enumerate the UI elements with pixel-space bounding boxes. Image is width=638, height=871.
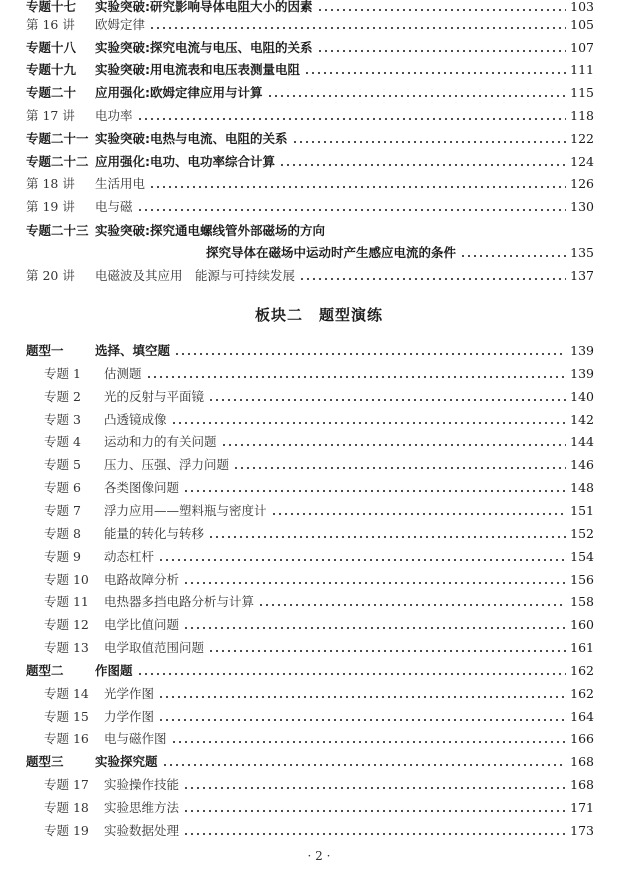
toc-entry-label: 专题 15 xyxy=(44,709,89,724)
toc-entry-title: 估测题 xyxy=(104,366,142,381)
toc-entry xyxy=(0,569,638,591)
dot-leader xyxy=(258,604,566,606)
toc-entry-page: 122 xyxy=(570,131,594,146)
toc-entry xyxy=(0,591,638,613)
toc-entry-label: 题型二 xyxy=(26,663,64,678)
toc-entry-title: 实验探究题 xyxy=(95,754,158,769)
dot-leader xyxy=(292,141,567,143)
toc-entry-label: 专题 11 xyxy=(44,594,89,609)
dot-leader xyxy=(158,559,566,561)
toc-entry xyxy=(0,774,638,796)
toc-entry xyxy=(0,454,638,476)
dot-leader xyxy=(279,164,566,166)
dot-leader xyxy=(183,787,566,789)
toc-entry xyxy=(0,173,638,195)
toc-entry-label: 专题 5 xyxy=(44,457,81,472)
toc-entry-label: 专题 18 xyxy=(44,800,89,815)
toc-entry-title: 电与磁作图 xyxy=(104,731,167,746)
toc-entry-title: 浮力应用——塑料瓶与密度计 xyxy=(104,503,267,518)
toc-entry-label: 专题二十二 xyxy=(26,154,89,169)
dot-leader xyxy=(146,376,566,378)
dot-leader xyxy=(183,833,566,835)
toc-entry-page: 105 xyxy=(570,17,594,32)
toc-entry-label: 第 18 讲 xyxy=(26,176,75,191)
toc-entry-page: 160 xyxy=(570,617,594,632)
dot-leader xyxy=(304,72,566,74)
toc-entry-label: 专题 6 xyxy=(44,480,81,495)
toc-entry-page: 103 xyxy=(570,0,594,14)
toc-entry-label: 专题 17 xyxy=(44,777,89,792)
toc-entry xyxy=(0,128,638,150)
toc-entry-page: 118 xyxy=(570,108,594,123)
toc-entry-title: 电路故障分析 xyxy=(104,572,180,587)
dot-leader xyxy=(460,255,566,257)
toc-entry-title: 实验突破:研究影响导体电阻大小的因素 xyxy=(95,0,313,14)
toc-entry xyxy=(0,14,638,36)
toc-entry-label: 第 19 讲 xyxy=(26,199,75,214)
toc-entry-title: 探究导体在磁场中运动时产生感应电流的条件 xyxy=(206,245,457,260)
toc-entry-page: 168 xyxy=(570,754,594,769)
toc-entry xyxy=(0,431,638,453)
toc-entry xyxy=(0,500,638,522)
toc-entry-label: 专题 9 xyxy=(44,549,81,564)
toc-entry-page: 152 xyxy=(570,526,594,541)
toc-entry xyxy=(0,409,638,431)
toc-entry-title: 实验突破:探究通电螺线管外部磁场的方向 xyxy=(95,223,325,238)
toc-entry-title: 能量的转化与转移 xyxy=(104,526,205,541)
toc-entry-title: 选择、填空题 xyxy=(95,343,171,358)
toc-entry xyxy=(0,37,638,59)
dot-leader xyxy=(183,582,566,584)
toc-entry-title: 应用强化:欧姆定律应用与计算 xyxy=(95,85,263,100)
toc-entry xyxy=(0,363,638,385)
toc-entry-page: 173 xyxy=(570,823,594,838)
toc-entry-label: 专题 12 xyxy=(44,617,89,632)
toc-entry xyxy=(0,751,638,773)
toc-entry-page: 126 xyxy=(570,176,594,191)
toc-entry-label: 专题二十一 xyxy=(26,131,89,146)
toc-entry xyxy=(0,637,638,659)
toc-entry-label: 专题 19 xyxy=(44,823,89,838)
toc-entry-title: 实验操作技能 xyxy=(104,777,180,792)
toc-entry-title: 欧姆定律 xyxy=(95,17,146,32)
toc-entry xyxy=(0,683,638,705)
toc-entry xyxy=(0,265,638,287)
toc-entry-page: 124 xyxy=(570,154,594,169)
toc-entry-title: 电功率 xyxy=(95,108,133,123)
dot-leader xyxy=(317,9,567,11)
dot-leader xyxy=(137,118,566,120)
toc-entry xyxy=(0,546,638,568)
dot-leader xyxy=(208,536,566,538)
toc-entry xyxy=(0,660,638,682)
toc-entry-label: 第 20 讲 xyxy=(26,268,75,283)
toc-entry-title: 实验突破:用电流表和电压表测量电阻 xyxy=(95,62,300,77)
toc-entry-page: 162 xyxy=(570,686,594,701)
dot-leader xyxy=(158,696,566,698)
toc-entry-label: 题型一 xyxy=(26,343,64,358)
toc-entry-title: 力学作图 xyxy=(104,709,155,724)
page-number: · 2 · xyxy=(307,849,331,863)
toc-entry-title: 实验思维方法 xyxy=(104,800,180,815)
toc-entry-page: 144 xyxy=(570,434,594,449)
toc-entry-page: 166 xyxy=(570,731,594,746)
toc-entry xyxy=(0,151,638,173)
toc-entry-label: 专题 10 xyxy=(44,572,89,587)
toc-entry-title: 实验突破:探究电流与电压、电阻的关系 xyxy=(95,40,313,55)
toc-entry-title: 电与磁 xyxy=(95,199,133,214)
toc-entry xyxy=(0,477,638,499)
toc-entry xyxy=(0,523,638,545)
toc-entry-page: 154 xyxy=(570,549,594,564)
toc-entry-label: 专题 2 xyxy=(44,389,81,404)
toc-entry xyxy=(0,340,638,362)
toc-entry-title: 各类图像问题 xyxy=(104,480,180,495)
toc-entry-title: 电学取值范围问题 xyxy=(104,640,205,655)
toc-entry xyxy=(0,82,638,104)
dot-leader xyxy=(171,741,566,743)
toc-entry-title: 作图题 xyxy=(95,663,133,678)
dot-leader xyxy=(271,513,566,515)
toc-entry-page: 148 xyxy=(570,480,594,495)
toc-entry-page: 164 xyxy=(570,709,594,724)
toc-entry-title: 运动和力的有关问题 xyxy=(104,434,217,449)
toc-entry-label: 专题 7 xyxy=(44,503,81,518)
toc-entry xyxy=(0,728,638,750)
dot-leader xyxy=(183,810,566,812)
toc-entry-page: 139 xyxy=(570,366,594,381)
dot-leader xyxy=(221,444,566,446)
toc-entry-page: 158 xyxy=(570,594,594,609)
toc-entry-label: 专题十七 xyxy=(26,0,77,14)
toc-entry-title: 实验数据处理 xyxy=(104,823,180,838)
toc-entry-title: 电磁波及其应用 能源与可持续发展 xyxy=(95,268,296,283)
toc-entry-page: 140 xyxy=(570,389,594,404)
toc-entry-label: 专题 3 xyxy=(44,412,81,427)
toc-entry-title: 应用强化:电功、电功率综合计算 xyxy=(95,154,275,169)
toc-entry-page: 162 xyxy=(570,663,594,678)
dot-leader xyxy=(317,50,567,52)
toc-entry-label: 专题 4 xyxy=(44,434,81,449)
toc-entry-page: 111 xyxy=(570,62,594,77)
toc-entry-page: 135 xyxy=(570,245,594,260)
toc-entry-page: 139 xyxy=(570,343,594,358)
dot-leader xyxy=(162,764,566,766)
toc-entry-label: 专题 14 xyxy=(44,686,89,701)
toc-entry xyxy=(0,242,638,264)
toc-entry-label: 专题十八 xyxy=(26,40,77,55)
dot-leader xyxy=(208,399,566,401)
toc-entry xyxy=(0,196,638,218)
toc-entry xyxy=(0,59,638,81)
toc-entry-page: 156 xyxy=(570,572,594,587)
toc-entry-label: 专题二十三 xyxy=(26,223,89,238)
toc-entry xyxy=(0,220,638,242)
toc-entry-title: 电热器多挡电路分析与计算 xyxy=(104,594,255,609)
dot-leader xyxy=(208,650,566,652)
toc-entry-label: 第 17 讲 xyxy=(26,108,75,123)
toc-entry-page: 146 xyxy=(570,457,594,472)
toc-entry-page: 137 xyxy=(570,268,594,283)
section-title: 板块二 题型演练 xyxy=(254,306,383,324)
toc-entry-page: 151 xyxy=(570,503,594,518)
toc-entry-title: 光学作图 xyxy=(104,686,155,701)
toc-entry xyxy=(0,386,638,408)
dot-leader xyxy=(137,209,566,211)
toc-entry xyxy=(0,820,638,842)
toc-entry xyxy=(0,105,638,127)
toc-entry-title: 生活用电 xyxy=(95,176,146,191)
toc-entry-label: 专题 16 xyxy=(44,731,89,746)
toc-entry-page: 168 xyxy=(570,777,594,792)
dot-leader xyxy=(183,490,566,492)
dot-leader xyxy=(299,278,566,280)
toc-entry-label: 专题 8 xyxy=(44,526,81,541)
toc-entry-page: 115 xyxy=(570,85,594,100)
toc-entry-page: 171 xyxy=(570,800,594,815)
toc-entry-page: 107 xyxy=(570,40,594,55)
toc-entry xyxy=(0,797,638,819)
dot-leader xyxy=(183,627,566,629)
dot-leader xyxy=(233,467,566,469)
dot-leader xyxy=(149,27,566,29)
dot-leader xyxy=(158,719,566,721)
toc-entry-title: 实验突破:电热与电流、电阻的关系 xyxy=(95,131,288,146)
toc-entry-label: 专题二十 xyxy=(26,85,77,100)
toc-entry-title: 动态杠杆 xyxy=(104,549,155,564)
dot-leader xyxy=(137,673,566,675)
toc-entry xyxy=(0,614,638,636)
toc-entry-label: 专题 1 xyxy=(44,366,81,381)
toc-entry-page: 161 xyxy=(570,640,594,655)
toc-entry-label: 第 16 讲 xyxy=(26,17,75,32)
dot-leader xyxy=(171,422,566,424)
toc-entry-page: 130 xyxy=(570,199,594,214)
toc-entry-label: 题型三 xyxy=(26,754,64,769)
toc-entry xyxy=(0,706,638,728)
toc-entry-title: 光的反射与平面镜 xyxy=(104,389,205,404)
toc-entry-title: 电学比值问题 xyxy=(104,617,180,632)
dot-leader xyxy=(149,186,566,188)
toc-entry-label: 专题 13 xyxy=(44,640,89,655)
dot-leader xyxy=(174,353,566,355)
toc-entry-page: 142 xyxy=(570,412,594,427)
toc-entry-title: 压力、压强、浮力问题 xyxy=(104,457,230,472)
toc-entry-label: 专题十九 xyxy=(26,62,77,77)
toc-entry-title: 凸透镜成像 xyxy=(104,412,167,427)
dot-leader xyxy=(267,95,567,97)
